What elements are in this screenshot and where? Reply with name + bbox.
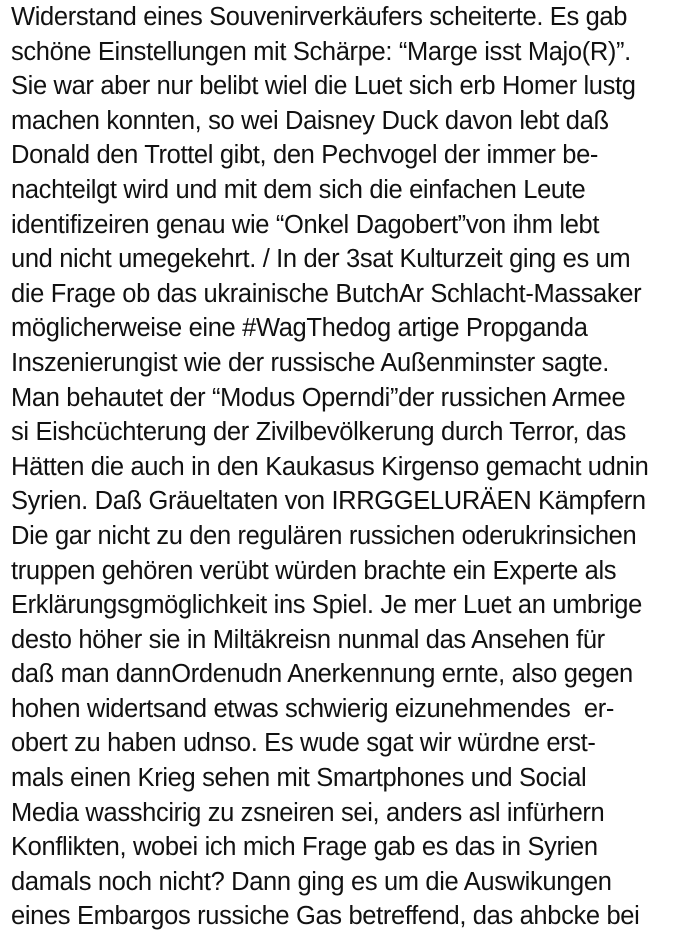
text-line-1: Widerstand eines Souvenirverkäufers scheiterte. Es gab [11,3,628,31]
text-line-7: identifizeiren genau wie “Onkel Dagobert”von ihm lebt [11,210,600,239]
text-line-15: Syrien. Daß Gräueltaten von IRRGGELURÄEN Kämpfern [11,487,646,516]
text-line-19: desto höher sie in Miltäkreisn nunmal das Ansehen für [11,625,605,654]
body-text [11,0,679,934]
text-line-14: Hätten die auch in den Kaukasus Kirgenso gemacht udnin [11,452,649,481]
text-line-4: machen konnten, so wei Daisney Duck davon lebt daß [11,106,609,135]
text-line-16: Die gar nicht zu den regulären russichen oderukrinsichen [11,521,637,550]
text-line-18: Erklärungsgmöglichkeit ins Spiel. Je mer Luet an umbrige [11,591,642,620]
text-line-21: hohen widertsand etwas schwierig eizunehmendes er- [11,694,614,723]
text-line-13: si Eishcüchterung der Zivilbevölkerung durch Terror, das [11,418,626,447]
text-line-3: Sie war aber nur belibt wiel die Luet sich erb Homer lustg [11,72,636,101]
text-line-23: mals einen Krieg sehen mit Smartphones und Social [11,764,587,793]
text-line-11: Inszenierungist wie der russische Außenminster sagte. [11,348,609,377]
text-line-27: eines Embargos russiche Gas betreffend, das ahbcke bei [11,902,640,931]
text-line-8: und nicht umegekehrt. / In der 3sat Kulturzeit ging es um [11,245,631,274]
text-line-12: Man behautet der “Modus Operndi”der russichen Armee [11,383,626,412]
text-line-24: Media wasshcirig zu zsneiren sei, anders asl infürhern [11,798,605,827]
text-line-25: Konflikten, wobei ich mich Frage gab es das in Syrien [11,833,598,862]
text-line-22: obert zu haben udnso. Es wude sgat wir würdne erst- [11,729,596,758]
text-line-5: Donald den Trottel gibt, den Pechvogel der immer be- [11,141,599,170]
text-line-9: die Frage ob das ukrainische ButchAr Schlacht-Massaker [11,279,642,308]
text-line-17: truppen gehören verübt würden brachte ein Experte als [11,556,617,585]
text-line-10: möglicherweise eine #WagThedog artige Propganda [11,314,588,343]
text-line-2: schöne Einstellungen mit Schärpe: “Marge isst Majo(R)”. [11,37,631,66]
text-line-26: damals noch nicht? Dann ging es um die Auswikungen [11,867,612,896]
text-line-20: daß man dannOrdenudn Anerkennung ernte, also gegen [11,660,633,689]
text-line-6: nachteilgt wird und mit dem sich die einfachen Leute [11,175,586,204]
